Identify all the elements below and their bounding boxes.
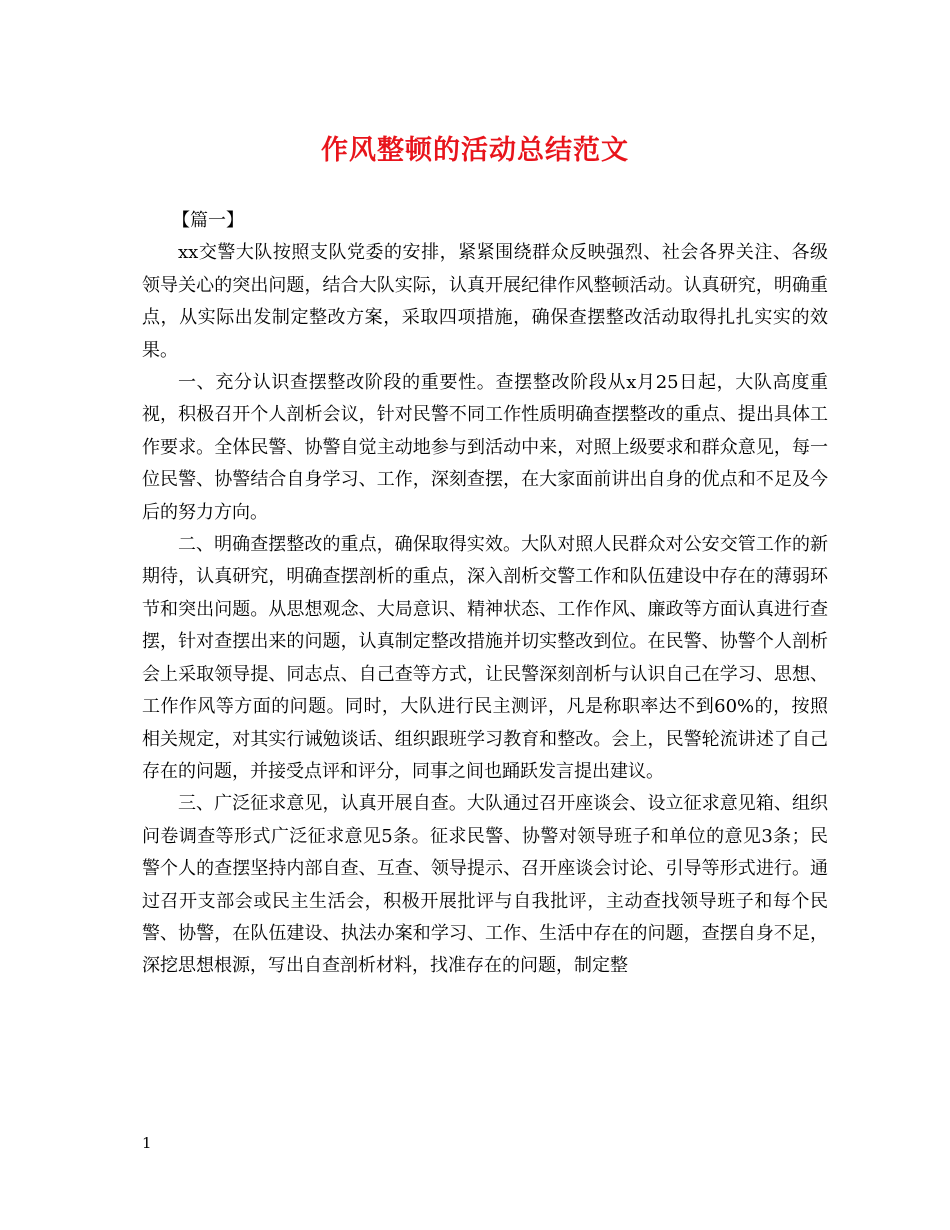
section-label: 【篇一】: [172, 210, 244, 231]
paragraph-section-1: 一、充分认识查摆整改阶段的重要性。查摆整改阶段从x月25日起，大队高度重视，积极召开个人剖析会议，针对民警不同工作性质明确查摆整改的重点、提出具体工作要求。全体民警、协警自觉主动地参与到活动中来，对照上级要求和群众意见，每一位民警、协警结合自身学习、工作，深刻查摆，在大家面前讲出自身的优点和不足及今后的努力方向。: [142, 372, 828, 523]
paragraph-section-3: 三、广泛征求意见，认真开展自查。大队通过召开座谈会、设立征求意见箱、组织问卷调查等形式广泛征求意见5条。征求民警、协警对领导班子和单位的意见3条；民警个人的查摆坚持内部自查、互查、领导提示、召开座谈会讨论、引导等形式进行。通过召开支部会或民主生活会，积极开展批评与自我批评，主动查找领导班子和每个民警、协警，在队伍建设、执法办案和学习、工作、生活中存在的问题，查摆自身不足，深挖思想根源，写出自查剖析材料，找准存在的问题，制定整: [142, 793, 828, 977]
document-body: [142, 205, 828, 983]
document-title: 作风整顿的活动总结范文: [321, 135, 629, 166]
paragraph-section-2: 二、明确查摆整改的重点，确保取得实效。大队对照人民群众对公安交管工作的新期待，认真研究，明确查摆剖析的重点，深入剖析交警工作和队伍建设中存在的薄弱环节和突出问题。从思想观念、大局意识、精神状态、工作作风、廉政等方面认真进行查摆，针对查摆出来的问题，认真制定整改措施并切实整改到位。在民警、协警个人剖析会上采取领导提、同志点、自己查等方式，让民警深刻剖析与认识自己在学习、思想、工作作风等方面的问题。同时，大队进行民主测评，凡是称职率达不到60%的，按照相关规定，对其实行诫勉谈话、组织跟班学习教育和整改。会上，民警轮流讲述了自己存在的问题，并接受点评和评分，同事之间也踊跃发言提出建议。: [142, 534, 828, 782]
page-number: 1: [142, 1134, 152, 1152]
paragraph-intro: xx交警大队按照支队党委的安排，紧紧围绕群众反映强烈、社会各界关注、各级领导关心的突出问题，结合大队实际，认真开展纪律作风整顿活动。认真研究，明确重点，从实际出发制定整改方案，采取四项措施，确保查摆整改活动取得扎扎实实的效果。: [142, 242, 828, 361]
